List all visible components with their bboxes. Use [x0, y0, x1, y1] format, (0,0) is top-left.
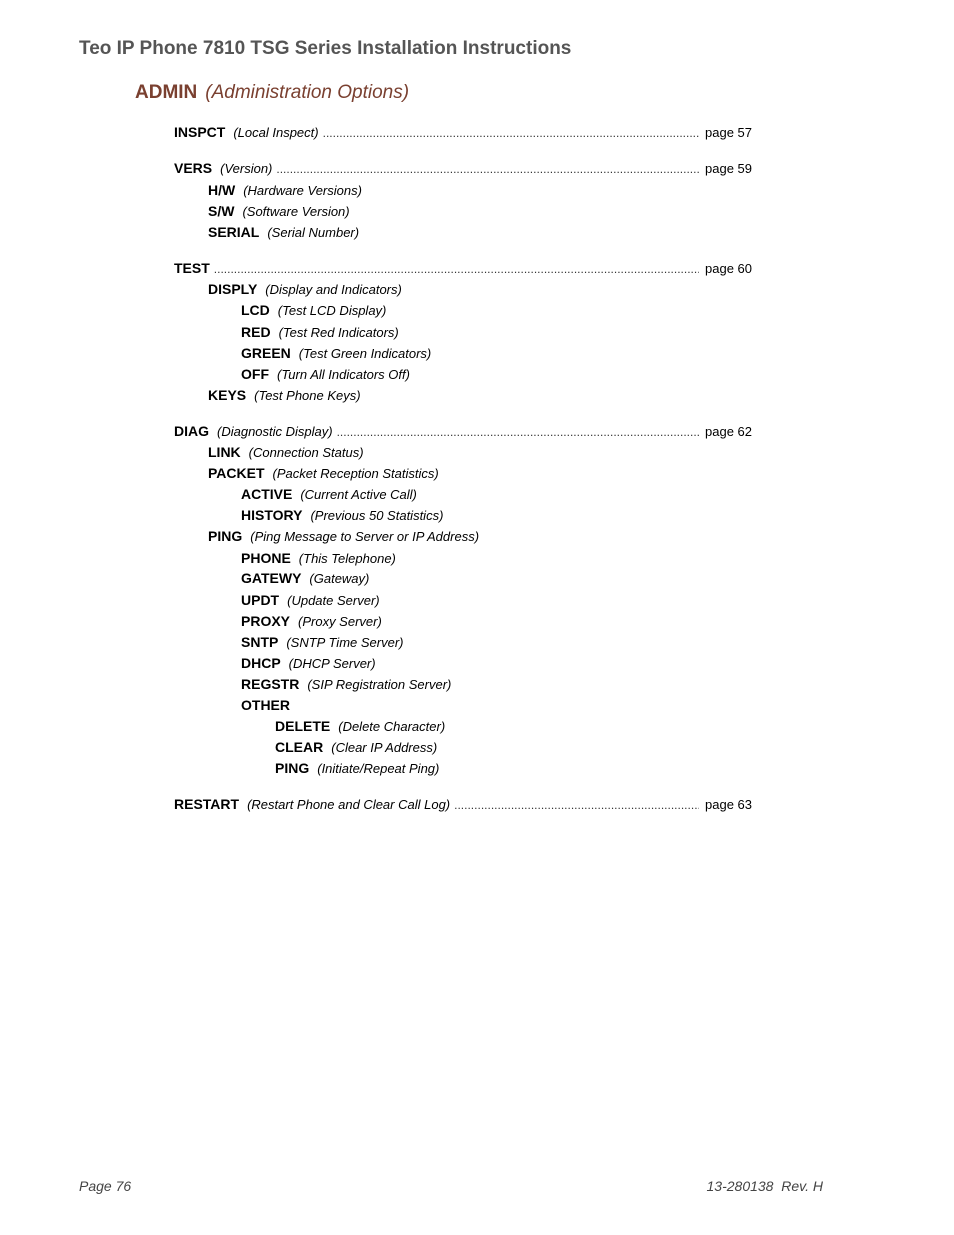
toc-entry-inspct	[174, 122, 752, 142]
toc-entry-vers	[174, 158, 752, 178]
menu-code: RED	[241, 324, 271, 340]
document-header-title: Teo IP Phone 7810 TSG Series Installation Instructions	[79, 38, 572, 59]
menu-description: (Gateway)	[309, 571, 370, 586]
menu-code: PING	[208, 528, 243, 544]
menu-description: (Test Phone Keys)	[254, 388, 361, 403]
menu-code: DHCP	[241, 655, 281, 671]
menu-code: ACTIVE	[241, 486, 293, 502]
submenu-item-delete	[275, 716, 445, 736]
submenu-item-clear	[275, 737, 437, 757]
submenu-item-link	[208, 442, 364, 462]
page-reference: page 63	[705, 797, 752, 812]
submenu-item-ping	[208, 526, 479, 546]
menu-description: (Current Active Call)	[300, 487, 417, 502]
menu-description: (Restart Phone and Clear Call Log)	[247, 797, 451, 812]
menu-description: (Test LCD Display)	[277, 303, 387, 318]
menu-code: VERS	[174, 160, 213, 176]
dot-leader	[454, 795, 699, 815]
menu-code: TEST	[174, 260, 210, 276]
submenu-item-sw	[208, 201, 350, 221]
menu-code: GATEWY	[241, 570, 302, 586]
menu-code: DELETE	[275, 718, 331, 734]
page-reference: page 59	[705, 161, 752, 176]
dot-leader	[276, 159, 699, 179]
menu-code: DISPLY	[208, 281, 258, 297]
menu-description: (Packet Reception Statistics)	[272, 466, 439, 481]
submenu-item-phone	[241, 548, 396, 568]
page-reference: page 60	[705, 261, 752, 276]
menu-code: RESTART	[174, 796, 240, 812]
menu-code: GREEN	[241, 345, 291, 361]
dot-leader	[323, 123, 699, 143]
menu-code: OTHER	[241, 697, 290, 713]
menu-code: REGSTR	[241, 676, 300, 692]
page-reference: page 62	[705, 424, 752, 439]
menu-code: PROXY	[241, 613, 291, 629]
submenu-item-disply	[208, 279, 402, 299]
submenu-item-hw	[208, 180, 362, 200]
submenu-item-history	[241, 505, 443, 525]
menu-description: (Initiate/Repeat Ping)	[317, 761, 440, 776]
submenu-item-off	[241, 364, 410, 384]
submenu-item-serial	[208, 222, 359, 242]
menu-code: KEYS	[208, 387, 247, 403]
menu-description: (Update Server)	[287, 593, 380, 608]
menu-code: CLEAR	[275, 739, 324, 755]
menu-description: (Test Red Indicators)	[278, 325, 399, 340]
menu-description: (Serial Number)	[267, 225, 360, 240]
menu-description: (Proxy Server)	[298, 614, 382, 629]
menu-code: PING	[275, 760, 310, 776]
toc-entry-restart	[174, 794, 752, 814]
menu-code: PHONE	[241, 550, 291, 566]
menu-code: S/W	[208, 203, 235, 219]
submenu-item-keys	[208, 385, 361, 405]
section-title	[135, 82, 409, 104]
menu-code: PACKET	[208, 465, 265, 481]
menu-description: (SIP Registration Server)	[307, 677, 452, 692]
menu-description: (Display and Indicators)	[265, 282, 402, 297]
submenu-item-proxy	[241, 611, 382, 631]
submenu-item-updt	[241, 590, 380, 610]
toc-entry-test	[174, 258, 752, 278]
menu-code: HISTORY	[241, 507, 303, 523]
submenu-item-gatewy	[241, 568, 369, 588]
menu-description: (Turn All Indicators Off)	[277, 367, 410, 382]
menu-description: (Previous 50 Statistics)	[310, 508, 444, 523]
section-code: ADMIN	[135, 82, 198, 103]
menu-code: UPDT	[241, 592, 280, 608]
dot-leader	[337, 422, 699, 442]
menu-code: SERIAL	[208, 224, 260, 240]
footer-document-number: 13-280138 Rev. H	[706, 1178, 823, 1194]
menu-description: (Connection Status)	[248, 445, 364, 460]
submenu-item-red	[241, 322, 399, 342]
submenu-item-ping-initiate	[275, 758, 439, 778]
menu-code: OFF	[241, 366, 269, 382]
menu-code: H/W	[208, 182, 236, 198]
dot-leader	[214, 259, 699, 279]
menu-description: (Hardware Versions)	[243, 183, 362, 198]
menu-description: (Ping Message to Server or IP Address)	[250, 529, 480, 544]
menu-description: (Delete Character)	[338, 719, 446, 734]
menu-description: (SNTP Time Server)	[286, 635, 404, 650]
menu-description: (Local Inspect)	[233, 125, 319, 140]
page-reference: page 57	[705, 125, 752, 140]
menu-description: (Diagnostic Display)	[217, 424, 333, 439]
menu-description: (Version)	[220, 161, 273, 176]
submenu-item-lcd	[241, 300, 386, 320]
submenu-item-other	[241, 695, 290, 715]
submenu-item-dhcp	[241, 653, 376, 673]
menu-code: SNTP	[241, 634, 279, 650]
toc-entry-diag	[174, 421, 752, 441]
menu-description: (Software Version)	[242, 204, 350, 219]
menu-description: (DHCP Server)	[288, 656, 376, 671]
menu-code: INSPCT	[174, 124, 226, 140]
submenu-item-active	[241, 484, 417, 504]
submenu-item-sntp	[241, 632, 403, 652]
menu-code: LINK	[208, 444, 241, 460]
footer-page-number: Page 76	[79, 1178, 132, 1194]
menu-description: (Test Green Indicators)	[298, 346, 432, 361]
submenu-item-green	[241, 343, 431, 363]
menu-description: (Clear IP Address)	[331, 740, 438, 755]
menu-code: LCD	[241, 302, 270, 318]
submenu-item-packet	[208, 463, 439, 483]
submenu-item-regstr	[241, 674, 451, 694]
menu-code: DIAG	[174, 423, 209, 439]
menu-description: (This Telephone)	[298, 551, 396, 566]
section-description: (Administration Options)	[205, 82, 410, 103]
